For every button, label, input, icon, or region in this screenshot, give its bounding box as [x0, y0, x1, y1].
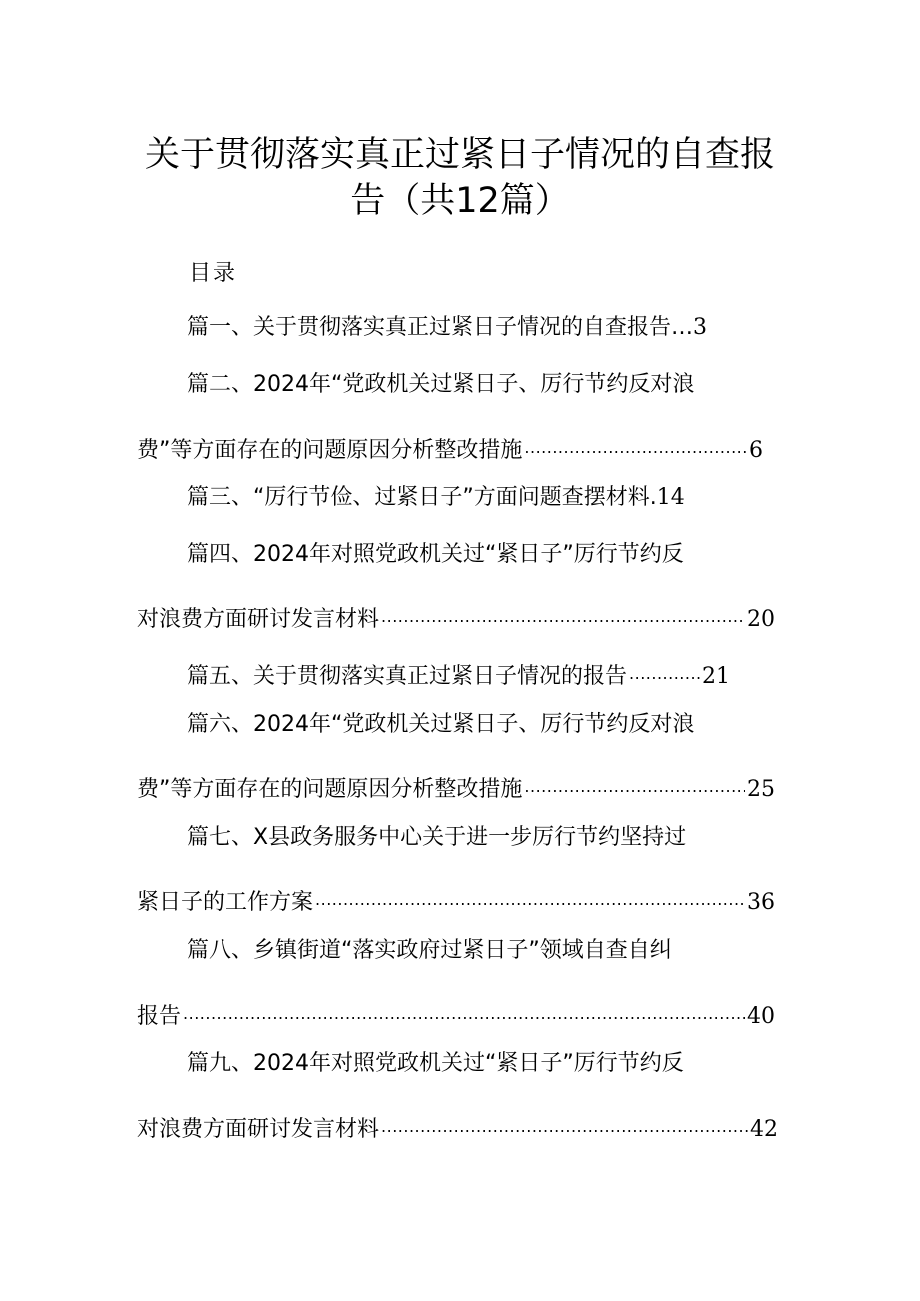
toc-entry-page: 40	[747, 1004, 775, 1029]
toc-entry-9-cont[interactable]	[137, 1106, 778, 1142]
toc-entry-page: 3	[693, 315, 708, 340]
toc-entry-1[interactable]	[187, 313, 732, 343]
toc-entry-page: 20	[747, 607, 775, 632]
title-line-1: 关于贯彻落实真正过紧日子情况的自查报	[144, 135, 775, 175]
toc-entry-7-cont[interactable]	[137, 879, 775, 915]
toc-entry-4[interactable]	[187, 540, 684, 570]
toc-entry-7[interactable]	[187, 823, 686, 853]
toc-entry-leader: …	[671, 315, 694, 340]
toc-entry-3[interactable]	[187, 483, 735, 513]
toc-entry-page: 42	[750, 1117, 778, 1142]
toc-entry-text: 篇一、关于贯彻落实真正过紧日子情况的自查报告	[187, 315, 672, 340]
dot-leader	[629, 653, 700, 683]
toc-entry-text: 费”等方面存在的问题原因分析整改措施	[137, 777, 523, 802]
dot-leader	[381, 1106, 748, 1136]
toc-entry-5[interactable]	[187, 653, 730, 689]
toc-entry-2[interactable]	[187, 370, 694, 400]
toc-entry-text: 篇八、乡镇街道“落实政府过紧日子”领域自查自纠	[187, 938, 672, 963]
toc-entry-page: 21	[702, 664, 730, 689]
toc-entry-page: 14	[656, 485, 685, 510]
toc-entry-text: 对浪费方面研讨发言材料	[137, 607, 380, 632]
toc-entry-text: 篇九、2024年对照党政机关过“紧日子”厉行节约反	[187, 1051, 684, 1076]
document-title	[140, 132, 780, 224]
toc-entry-8-cont[interactable]	[137, 993, 775, 1029]
toc-entry-page: 25	[747, 777, 775, 802]
toc-entry-text: 篇二、2024年“党政机关过紧日子、厉行节约反对浪	[187, 372, 695, 397]
toc-entry-text: 篇三、“厉行节俭、过紧日子”方面问题查摆材料.	[187, 485, 657, 510]
toc-entry-text: 篇五、关于贯彻落实真正过紧日子情况的报告	[187, 664, 628, 689]
dot-leader	[381, 596, 745, 626]
dot-leader	[315, 879, 745, 909]
title-line-2: 告（共12篇）	[350, 181, 570, 221]
toc-entry-6[interactable]	[187, 710, 694, 740]
toc-heading: 目录	[189, 261, 238, 286]
toc-entry-text: 费”等方面存在的问题原因分析整改措施	[137, 438, 523, 463]
dot-leader	[183, 993, 745, 1023]
toc-entry-page: 6	[749, 438, 763, 463]
toc-entry-9[interactable]	[187, 1049, 684, 1079]
toc-entry-text: 对浪费方面研讨发言材料	[137, 1117, 380, 1142]
toc-entry-text: 篇四、2024年对照党政机关过“紧日子”厉行节约反	[187, 542, 684, 567]
toc-entry-2-cont[interactable]	[137, 427, 763, 463]
toc-entry-text: 篇七、X县政务服务中心关于进一步厉行节约坚持过	[187, 825, 687, 850]
toc-entry-8[interactable]	[187, 936, 672, 966]
dot-leader	[524, 766, 745, 796]
toc-entry-text: 报告	[137, 1004, 182, 1029]
toc-entry-text: 紧日子的工作方案	[137, 890, 314, 915]
toc-entry-page: 36	[747, 890, 775, 915]
toc-entry-6-cont[interactable]	[137, 766, 775, 802]
dot-leader	[524, 427, 747, 457]
toc-entry-text: 篇六、2024年“党政机关过紧日子、厉行节约反对浪	[187, 712, 695, 737]
toc-entry-4-cont[interactable]	[137, 596, 775, 632]
